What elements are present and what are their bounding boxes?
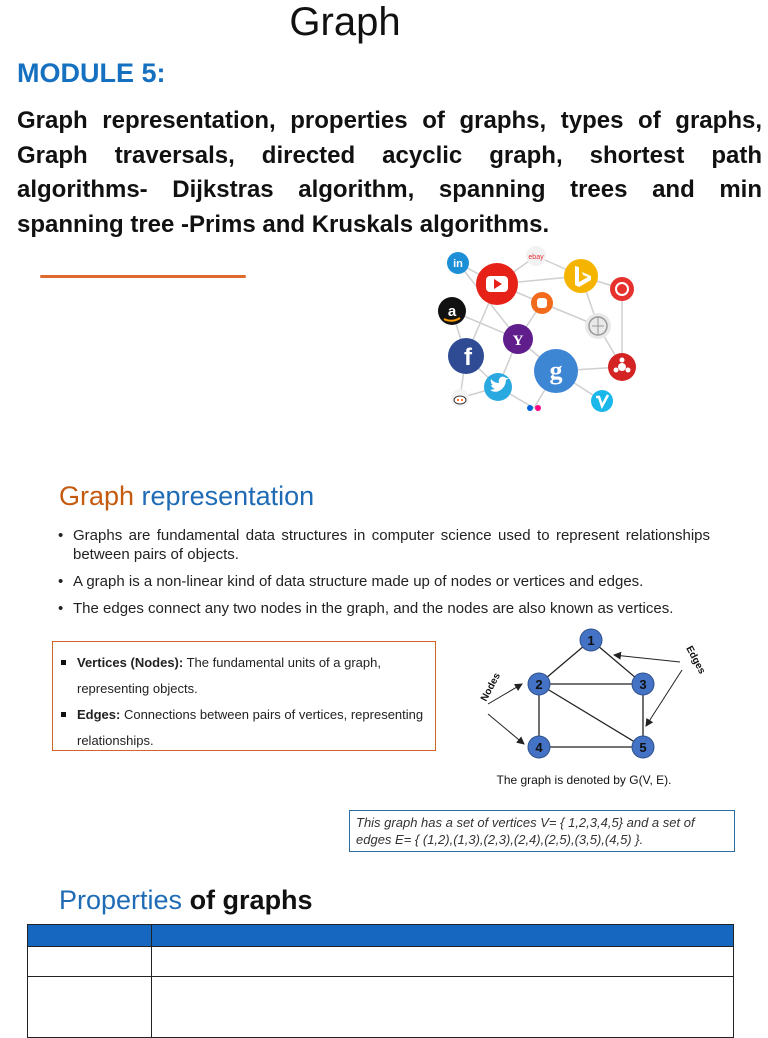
heading-word-graph: Graph	[59, 481, 135, 511]
google-icon	[534, 349, 578, 393]
yahoo-icon	[503, 324, 533, 354]
graph-node-1	[580, 629, 602, 651]
representation-bullet-list	[58, 526, 710, 626]
svg-text:1: 1	[587, 633, 595, 648]
definitions-list	[53, 642, 435, 754]
graph-caption: The graph is denoted by G(V, E).	[496, 773, 672, 787]
definitions-box	[52, 641, 436, 751]
graph-node-4	[528, 736, 550, 758]
svg-text:5: 5	[639, 740, 647, 755]
bing-icon	[564, 259, 598, 293]
twitter-icon	[484, 373, 512, 401]
table-cell	[152, 947, 734, 977]
properties-table	[27, 924, 734, 1038]
facebook-label: f	[464, 344, 472, 371]
annotation-arrows	[488, 655, 682, 744]
square-bullet-icon	[61, 660, 66, 665]
yelp-icon	[608, 353, 636, 381]
definition-vertices	[77, 650, 435, 702]
linkedin-icon	[447, 252, 469, 274]
graph-node-5	[632, 736, 654, 758]
graph-representation-heading	[59, 478, 314, 514]
heading-word-properties: Properties	[59, 885, 183, 915]
ebay-label: ebay	[528, 254, 544, 261]
vimeo-icon	[591, 390, 613, 412]
graph-node-2	[528, 673, 550, 695]
table-cell	[28, 947, 152, 977]
page-title: Graph	[289, 0, 401, 44]
svg-text:3: 3	[639, 677, 647, 692]
social-network-image	[436, 246, 640, 416]
bullet-item: • A graph is a non-linear kind of data structure made up of nodes or vertices and edges.	[58, 572, 710, 591]
graph-diagram	[464, 622, 708, 782]
table-row	[28, 947, 734, 977]
svg-text:2: 2	[535, 677, 543, 692]
svg-text:4: 4	[535, 740, 543, 755]
linkedin-label: in	[453, 258, 463, 270]
definition-term: Vertices (Nodes):	[77, 655, 184, 670]
definition-edges	[77, 702, 435, 754]
table-row	[28, 977, 734, 1038]
bullet-item: • Graphs are fundamental data structures in computer science used to represent relationships between pairs of objects.	[58, 526, 710, 564]
definition-text: The fundamental units of a graph, representing objects.	[77, 655, 381, 696]
reddit-icon	[451, 389, 469, 407]
bullet-item: • The edges connect any two nodes in the graph, and the nodes are also known as vertices.	[58, 599, 710, 618]
table-cell	[28, 977, 152, 1038]
properties-heading	[59, 882, 313, 918]
facebook-icon	[448, 338, 484, 374]
table-header-cell	[152, 925, 734, 947]
module-heading: MODULE 5:	[17, 58, 166, 88]
amazon-icon	[438, 297, 466, 325]
edges-label: Edges	[683, 644, 708, 676]
table-header-cell	[28, 925, 152, 947]
definition-text: Connections between pairs of vertices, representing relationships.	[77, 707, 424, 748]
edge-2-5	[539, 684, 643, 747]
nodes-label: Nodes	[478, 671, 503, 704]
wikipedia-icon	[585, 313, 611, 339]
pinterest-icon	[610, 277, 634, 301]
vertex-edge-set-note: This graph has a set of vertices V= { 1,2,3,4,5} and a set of edges E= { (1,2),(1,3),(2,3),(2,4),(2,5),(3,5),(4,5) }.	[349, 810, 735, 852]
blogger-icon	[531, 292, 553, 314]
definition-term: Edges:	[77, 707, 121, 722]
ebay-icon	[526, 246, 546, 266]
yahoo-label: Y	[512, 333, 524, 349]
amazon-label: a	[447, 303, 457, 320]
heading-word-of-graphs: of graphs	[182, 885, 313, 915]
table-header-row	[28, 925, 734, 947]
graph-node-3	[632, 673, 654, 695]
highlight-underline	[40, 275, 246, 278]
module-topics: Graph representation, properties of graphs, types of graphs, Graph traversals, directed acyclic graph, shortest path algorithms- Dijkstras algorithm, spanning trees and min spanning tree -Prims and Kruskals algorithms.	[17, 107, 762, 238]
youtube-icon	[476, 263, 518, 305]
google-label: g	[549, 356, 563, 385]
table-cell	[152, 977, 734, 1038]
heading-word-representation: representation	[134, 481, 315, 511]
square-bullet-icon	[61, 712, 66, 717]
